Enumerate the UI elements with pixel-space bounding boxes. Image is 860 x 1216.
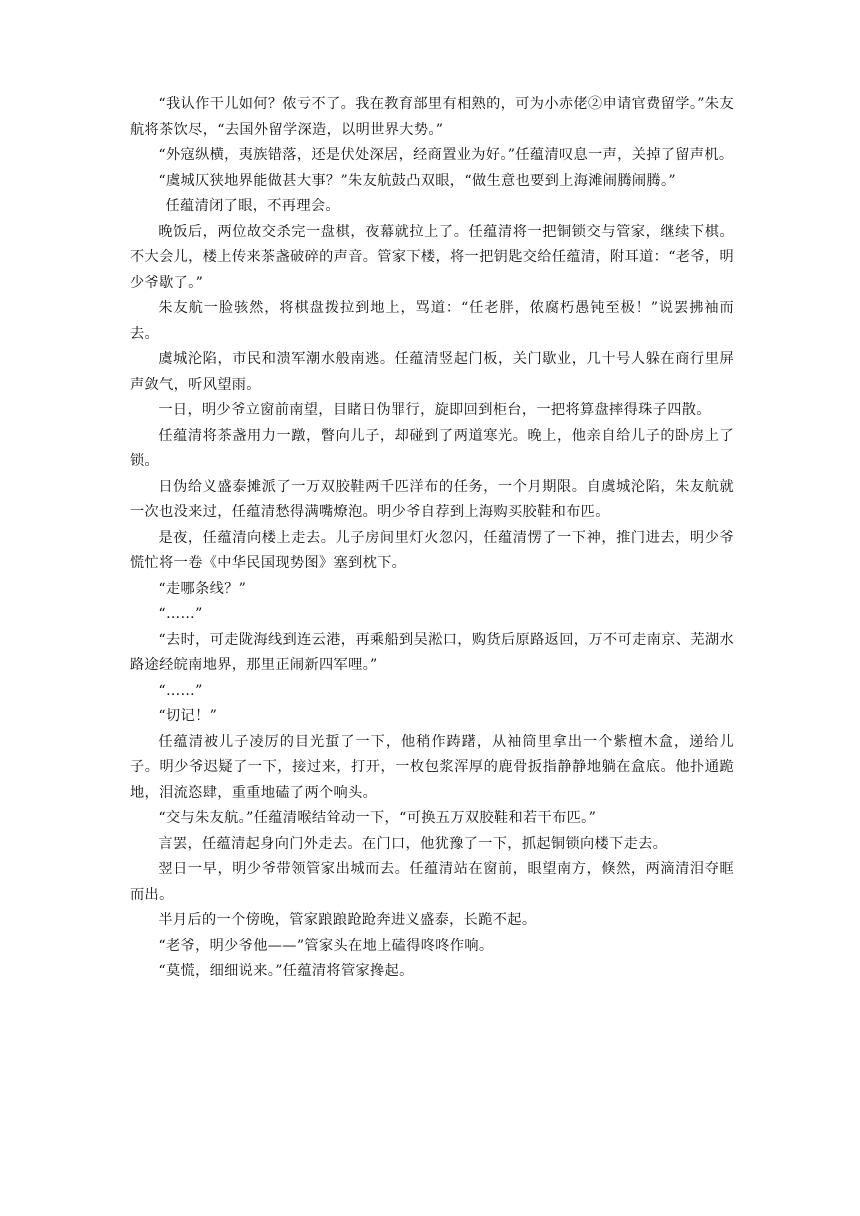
story-text [130,92,734,985]
paragraph: “走哪条线？” [158,580,247,597]
paragraph: 一日，明少爷立窗前南望，目睹日伪罪行，旋即回到柜台，一把将算盘摔得珠子四散。 [158,402,711,418]
paragraph: 任蕴清闭了眼，不再理会。 [165,198,340,214]
paragraph: “去时，可走陇海线到连云港，再乘船到吴淞口，购货后原路返回，万不可走南京、芜湖水路途经皖南地界，那里正闹新四军哩。” [130,631,734,673]
paragraph: “外寇纵横，夷族错落，还是伏处深居，经商置业为好。”任蕴清叹息一声，关掉了留声机。 [158,147,734,163]
paragraph: 是夜，任蕴清向楼上走去。儿子房间里灯火忽闪，任蕴清愣了一下神，推门进去，明少爷慌忙将一卷《中华民国现势图》塞到枕下。 [130,529,734,571]
paragraph: 言罢，任蕴清起身向门外走去。在门口，他犹豫了一下，抓起铜锁向楼下走去。 [158,835,668,852]
paragraph: “交与朱友航。”任蕴清喉结耸动一下，“可换五万双胶鞋和若干布匹。” [158,810,597,826]
paragraph: 翌日一早，明少爷带领管家出城而去。任蕴清站在窗前，眼望南方，倏然，两滴清泪夺眶而出。 [130,861,734,903]
paragraph: 朱友航一脸骇然，将棋盘拨拉到地上，骂道：“任老胖，侬腐朽愚钝至极！”说罢拂袖而去。 [130,300,734,342]
paragraph: “虞城仄狭地界能做甚大事？”朱友航鼓凸双眼，“做生意也要到上海滩闹腾闹腾。” [158,172,676,189]
paragraph: 日伪给义盛泰摊派了一万双胶鞋两千匹洋布的任务，一个月期限。自虞城沦陷，朱友航就一次也没来过，任蕴清愁得满嘴燎泡。明少爷自荐到上海购买胶鞋和布匹。 [130,478,734,520]
paragraph: 虞城沦陷，市民和溃军潮水般南逃。任蕴清竖起门板，关门歇业，几十号人躲在商行里屏声敛气，听风望雨。 [130,351,734,393]
paragraph: 晚饭后，两位故交杀完一盘棋，夜幕就拉上了。任蕴清将一把铜锁交与管家，继续下棋。不大会儿，楼上传来茶盏破碎的声音。管家下楼，将一把钥匙交给任蕴清，附耳道：“老爷，明少爷歇了。” [130,223,734,291]
paragraph: 任蕴清将茶盏用力一蹾，瞥向儿子，却碰到了两道寒光。晚上，他亲自给儿子的卧房上了锁。 [130,427,734,469]
paragraph: “老爷，明少爷他——”管家头在地上磕得咚咚作响。 [158,937,494,954]
paragraph: “莫慌，细细说来。”任蕴清将管家搀起。 [158,963,414,979]
paragraph: “……” [158,606,203,622]
paragraph: 半月后的一个傍晚，管家踉踉跄跄奔进义盛泰，长跪不起。 [158,912,537,928]
paragraph: “我认作干儿如何？侬亏不了。我在教育部里有相熟的，可为小赤佬②申请官费留学。”朱友航将茶饮尽，“去国外留学深造，以明世界大势。” [130,96,734,138]
paragraph: “……” [158,682,203,699]
paragraph: “切记！” [158,708,218,724]
paragraph: 任蕴清被儿子凌厉的目光蜇了一下，他稍作踌躇，从袖筒里拿出一个紫檀木盒，递给儿子。明少爷迟疑了一下，接过来，打开，一枚包浆浑厚的鹿骨扳指静静地躺在盒底。他扑通跪地，泪流恣肆，重重地磕了两个响头。 [130,733,734,801]
